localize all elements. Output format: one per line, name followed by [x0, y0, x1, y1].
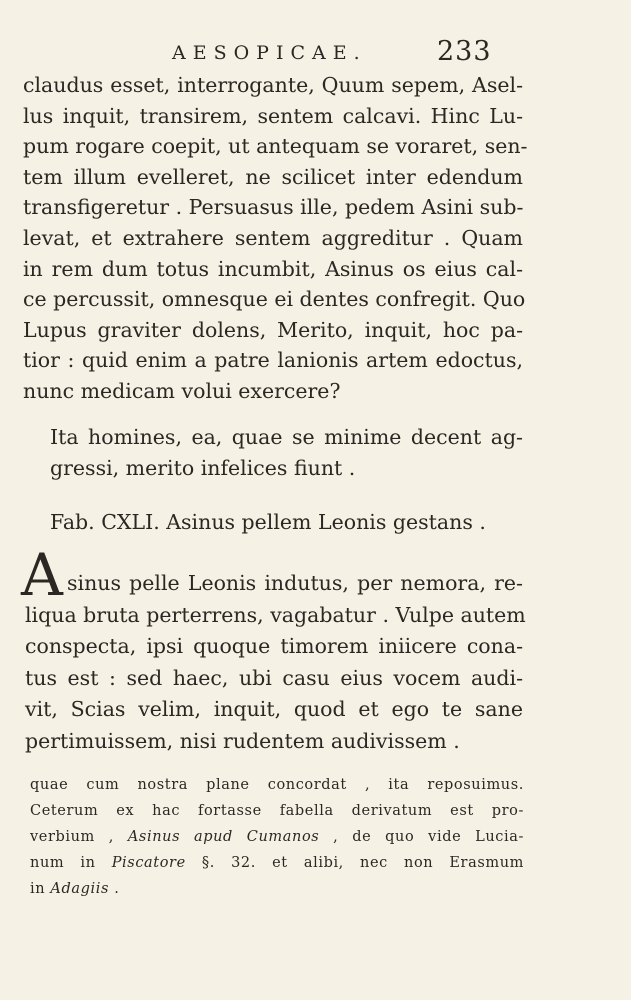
text-line: Ita homines, ea, quae se minime decent ag- — [50, 425, 523, 449]
moral-paragraph — [50, 422, 523, 483]
drop-capital: A — [21, 541, 63, 609]
text-line: levat, et extrahere sentem aggreditur . Quam — [23, 225, 523, 250]
text-line: nunc medicam volui exercere? — [23, 378, 341, 403]
text-line: gressi, merito infelices fiunt . — [50, 455, 356, 480]
note-line — [30, 850, 524, 876]
note-text: . — [109, 881, 120, 897]
note-italic: Asinus apud Cumanos — [127, 829, 320, 845]
text-line: conspecta, ipsi quoque timorem iniicere cona- — [25, 634, 523, 658]
page-header — [0, 36, 631, 66]
fable-paragraph — [25, 568, 526, 757]
text-line: pum rogare coepit, ut antequam se voraret, sen- — [23, 134, 528, 159]
text-line: tior : quid enim a patre lanionis artem edoctus, — [23, 348, 523, 373]
text-line: sinus pelle Leonis indutus, per nemora, re- — [67, 571, 523, 595]
text-line: Lupus graviter dolens, Merito, inquit, hoc pa- — [23, 317, 523, 342]
text-line: pertimuissem, nisi rudentem audivissem . — [25, 728, 460, 753]
text-line: liqua bruta perterrens, vagabatur . Vulpe autem — [25, 602, 526, 627]
text-line: tem illum evelleret, ne scilicet inter edendum — [23, 164, 523, 189]
footnotes — [30, 772, 524, 902]
text-line: ce percussit, omnesque ei dentes confregit. Quo — [23, 287, 526, 312]
note-text: §. 32. et alibi, nec non Erasmum — [185, 855, 524, 871]
note-italic: Adagiis — [50, 881, 109, 897]
fable-heading: Fab. CXLI. Asinus pellem Leonis gestans . — [50, 510, 486, 534]
note-italic: Piscatore — [111, 855, 186, 871]
note-text: , de quo vide Lucia- — [319, 829, 525, 845]
note-line — [30, 824, 524, 850]
fable-continuation-paragraph — [23, 70, 528, 407]
text-line: tus est : sed haec, ubi casu eius vocem audi- — [25, 665, 523, 690]
note-text: in — [30, 881, 51, 897]
text-line: in rem dum totus incumbit, Asinus os eius cal- — [23, 256, 523, 281]
note-text: num in — [30, 855, 112, 871]
text-line: vit, Scias velim, inquit, quod et ego te sane — [25, 697, 523, 721]
text-line: lus inquit, transirem, sentem calcavi. Hinc Lu- — [23, 103, 523, 128]
note-text: verbium , — [30, 829, 128, 845]
page-number: 233 — [437, 36, 492, 67]
running-title: AESOPICAE. — [172, 42, 367, 64]
note-line: Ceterum ex hac fortasse fabella derivatum est pro- — [30, 803, 524, 819]
text-line: transfigeretur . Persuasus ille, pedem Asini sub- — [23, 195, 524, 220]
note-line: quae cum nostra plane concordat , ita reposuimus. — [30, 777, 524, 793]
note-line — [30, 876, 524, 902]
text-line: claudus esset, interrogante, Quum sepem, Asel- — [23, 73, 523, 97]
